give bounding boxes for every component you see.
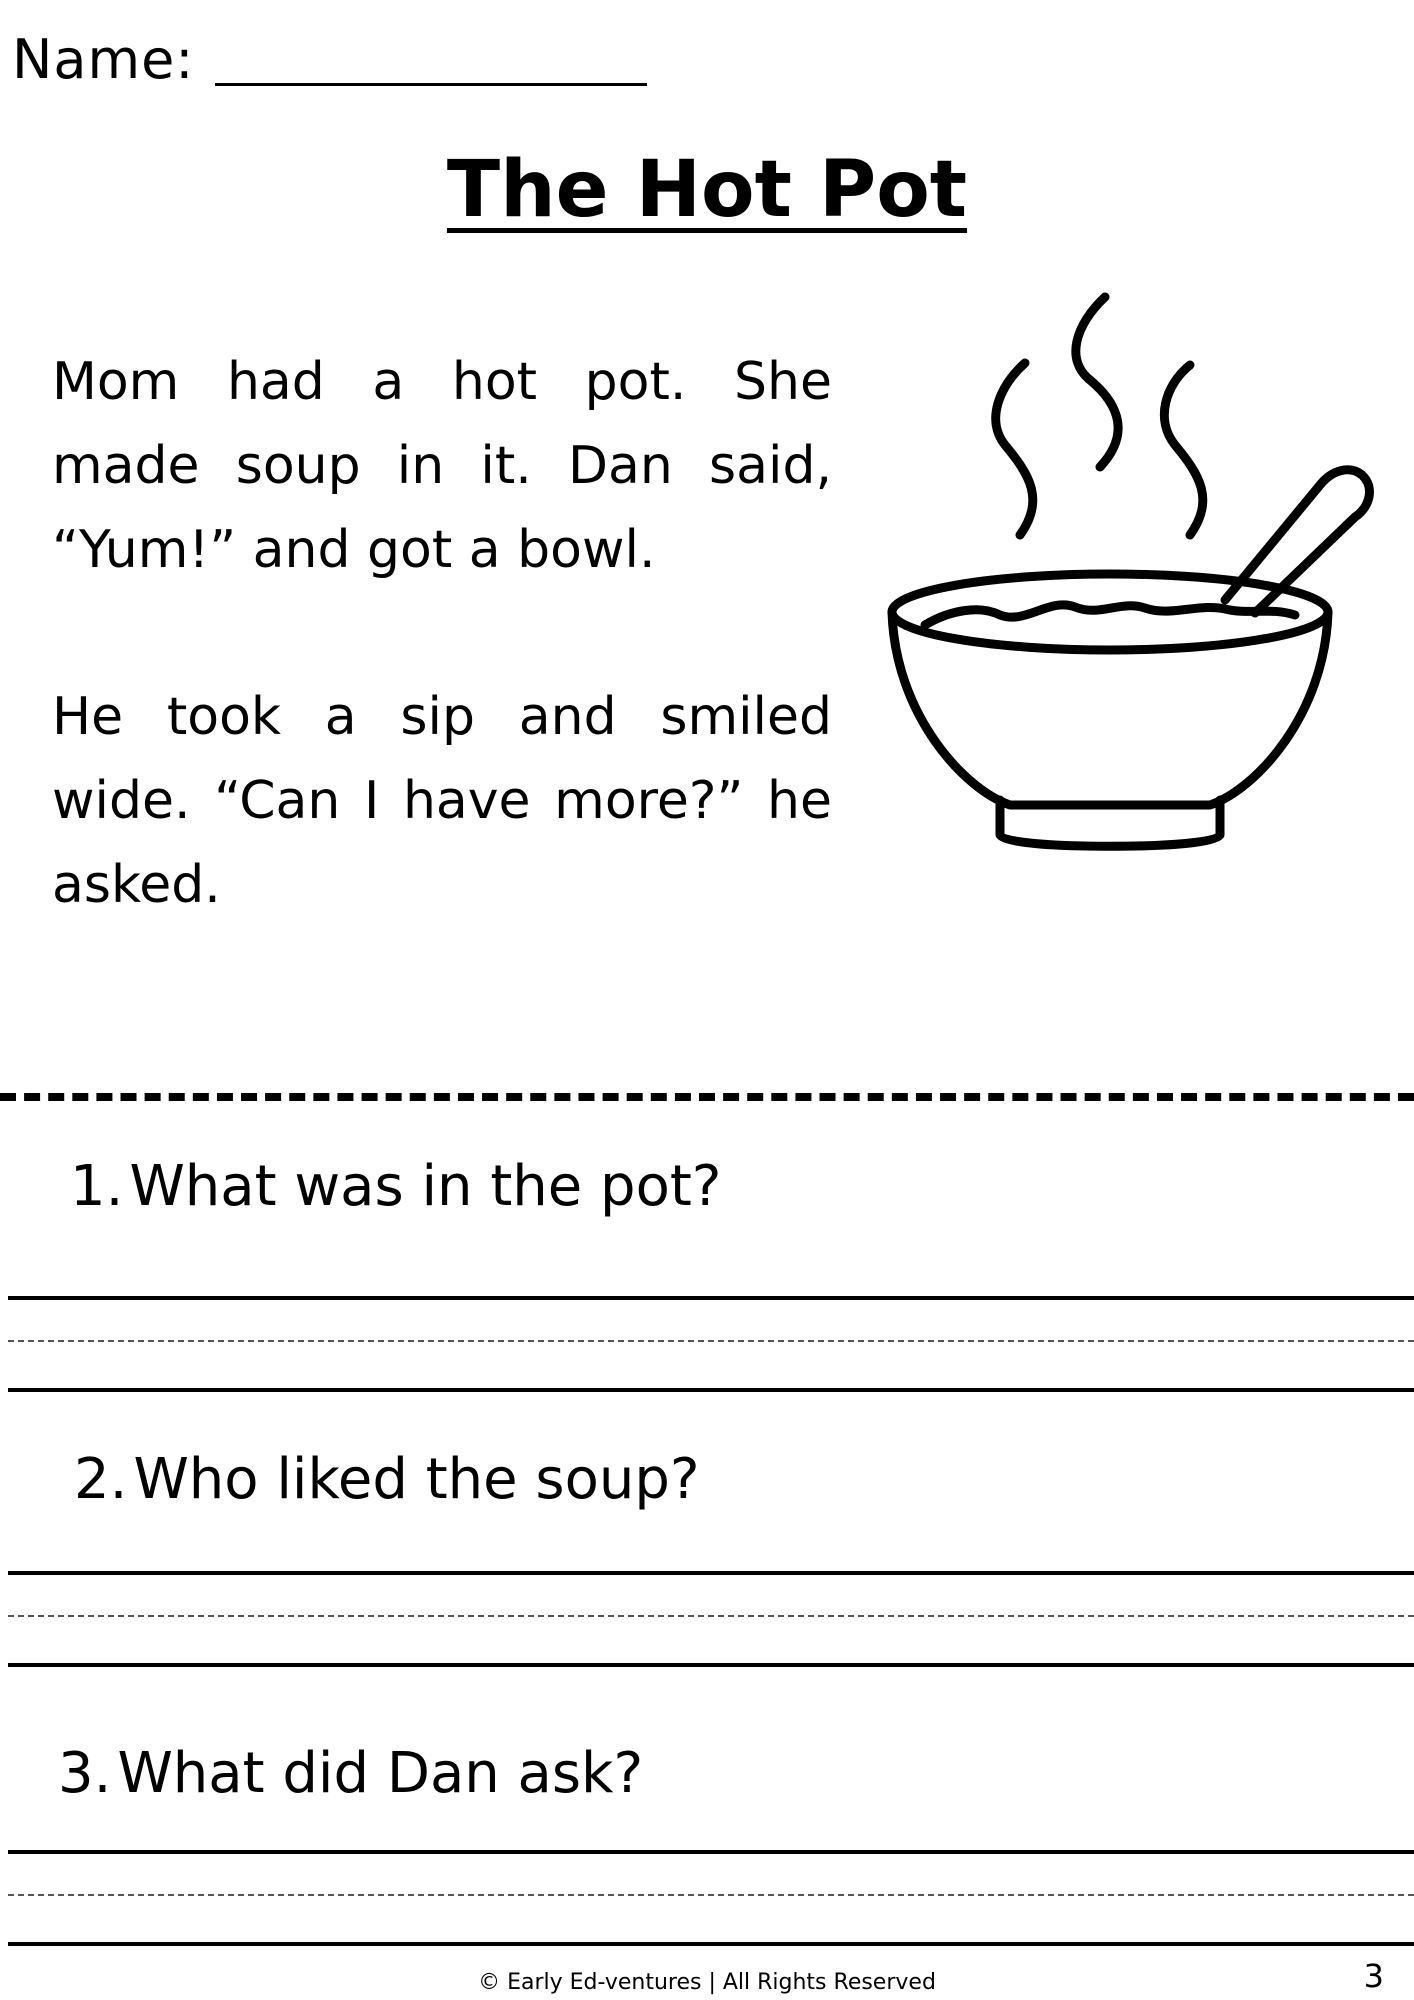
- copyright-footer: © Early Ed-ventures | All Rights Reserved: [478, 1970, 936, 1995]
- name-row: [12, 28, 647, 92]
- question-2: [74, 1445, 700, 1515]
- answer-top-line: [8, 1571, 1414, 1575]
- answer-baseline: [8, 1388, 1414, 1392]
- question-number: 3.: [58, 1741, 112, 1806]
- worksheet-title: [0, 140, 1414, 240]
- story-paragraph-2: He took a sip and smiled wide. “Can I have more?” he asked.: [52, 687, 832, 915]
- answer-top-line: [8, 1296, 1414, 1300]
- question-3: [58, 1739, 643, 1809]
- answer-midline: [8, 1894, 1414, 1896]
- answer-lines-3[interactable]: [8, 1850, 1414, 1946]
- story-paragraph-1: Mom had a hot pot. She made soup in it. Dan said, “Yum!” and got a bowl.: [52, 352, 832, 580]
- question-text: What was in the pot?: [129, 1154, 722, 1219]
- answer-baseline: [8, 1942, 1414, 1946]
- steam-right-icon: [1164, 365, 1202, 535]
- name-write-line[interactable]: [215, 83, 647, 86]
- title-text: The Hot Pot: [446, 145, 968, 235]
- answer-lines-1[interactable]: [8, 1296, 1414, 1392]
- question-1: [70, 1152, 722, 1222]
- answer-midline: [8, 1340, 1414, 1342]
- answer-top-line: [8, 1850, 1414, 1854]
- name-label: Name:: [12, 28, 195, 91]
- question-text: What did Dan ask?: [117, 1741, 644, 1806]
- answer-midline: [8, 1615, 1414, 1617]
- question-text: Who liked the soup?: [133, 1447, 700, 1512]
- answer-lines-2[interactable]: [8, 1571, 1414, 1667]
- steam-left-icon: [996, 363, 1033, 535]
- page-number: 3: [1363, 1957, 1384, 1995]
- steam-middle-icon: [1076, 297, 1118, 467]
- answer-baseline: [8, 1663, 1414, 1667]
- question-number: 2.: [74, 1447, 128, 1512]
- section-divider: [0, 1093, 1414, 1101]
- soup-bowl-icon: [870, 285, 1380, 865]
- story-text: [52, 340, 832, 1010]
- question-number: 1.: [70, 1154, 124, 1219]
